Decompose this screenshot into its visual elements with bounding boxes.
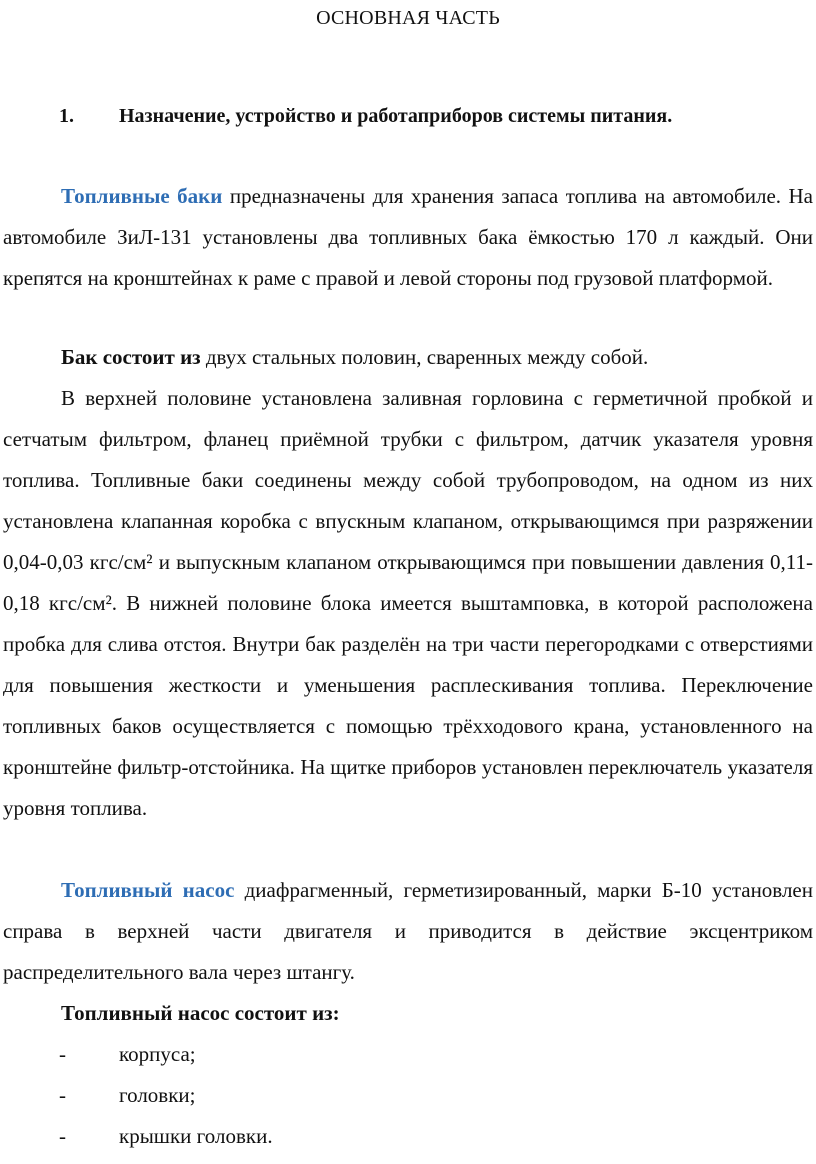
paragraph-upper-half — [3, 378, 813, 829]
paragraph-tank-structure-text: двух стальных половин, сваренных между собой. — [200, 345, 649, 369]
page-title: ОСНОВНАЯ ЧАСТЬ — [316, 7, 500, 29]
paragraph-fuel-tanks — [3, 176, 813, 299]
list-marker: - — [59, 1124, 66, 1148]
list-marker: - — [59, 1042, 66, 1066]
paragraph-upper-half-text: В верхней половине установлена заливная горловина с герметичной пробкой и сетчатым фильтром, фланец приёмной трубки с фильтром, датчик указателя уровня топлива. Топливные баки соединены между собой трубопроводом, на одном из них установлена клапанная коробка с впускным клапаном, открывающимся при разряжении 0,04-0,03 кгс/см² и выпускным клапаном открывающимся при повышении давления 0,11-0,18 кгс/см². В нижней половине блока имеется выштамповка, в которой расположена пробка для слива отстоя. Внутри бак разделён на три части перегородками с отверстиями для повышения жесткости и уменьшения расплескивания топлива. Переключение топливных баков осуществляется с помощью трёхходового крана, установленного на кронштейне фильтр-отстойника. На щитке приборов установлен переключатель указателя уровня топлива. — [3, 386, 813, 820]
term-fuel-pump: Топливный насос — [61, 878, 235, 902]
list-item — [59, 1034, 273, 1075]
pump-parts-list — [59, 1034, 273, 1157]
term-tank-structure: Бак состоит из — [61, 345, 201, 369]
term-fuel-tanks: Топливные баки — [61, 184, 223, 208]
section-heading-text: Назначение, устройство и работаприборов системы питания. — [119, 105, 673, 127]
list-item — [59, 1116, 273, 1157]
paragraph-fuel-tanks-text: предназначены для хранения запаса топлива на автомобиле. На автомобиле ЗиЛ-131 установлены два топливных бака ёмкостью 170 л каждый. Они крепятся на кронштейнах к раме с правой и левой стороны под грузовой платформой. — [3, 184, 813, 290]
paragraph-fuel-pump-text: диафрагменный, герметизированный, марки Б-10 установлен справа в верхней части двигателя и приводится в действие эксцентриком распределительного вала через штангу. — [3, 878, 813, 984]
pump-consists-heading: Топливный насос состоит из: — [61, 1001, 340, 1025]
list-item — [59, 1075, 273, 1116]
list-marker: - — [59, 1083, 66, 1107]
paragraph-pump-consists — [3, 993, 813, 1034]
list-item-text: корпуса; — [119, 1042, 196, 1066]
paragraph-tank-structure — [3, 337, 813, 378]
section-heading — [59, 104, 672, 128]
section-number: 1. — [59, 105, 74, 127]
list-item-text: головки; — [119, 1083, 196, 1107]
list-item-text: крышки головки. — [119, 1124, 273, 1148]
paragraph-fuel-pump — [3, 870, 813, 993]
